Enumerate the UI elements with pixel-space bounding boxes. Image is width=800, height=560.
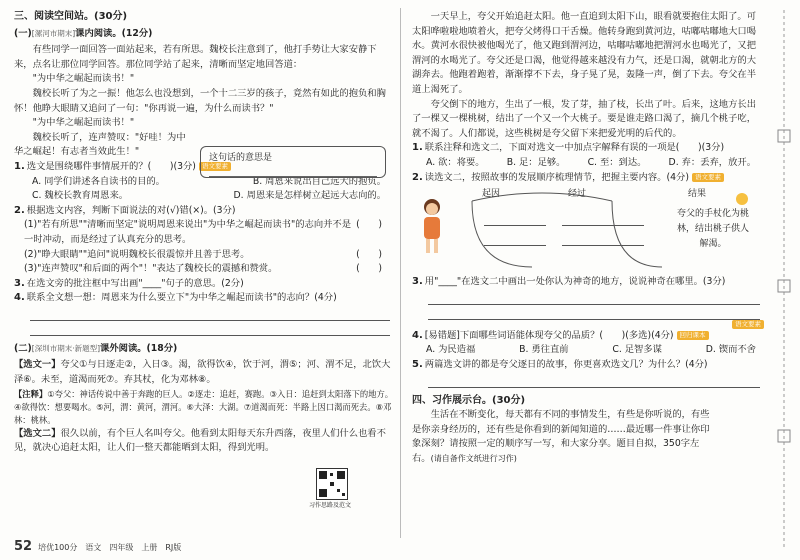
option-b[interactable]: B. 周恩来说出自己远大的抱负。 (252, 175, 386, 187)
answer-line[interactable] (428, 290, 760, 305)
flow-result: 结果 (688, 189, 707, 200)
q2: 2. 根据选文内容，判断下面说法的对(√)错(×)。(3分) (14, 204, 236, 216)
part2-heading: (二)[深圳市期末·新题型]课外阅读。(18分) (14, 342, 178, 354)
left-column (14, 10, 394, 456)
section3-title: 三、阅读空间站。(30分) (14, 11, 128, 22)
passage-p5: 魏校长听了，连声赞叹："好哇！为中华之崛起！有志者当效此生！" (14, 131, 186, 158)
passage-p3: 魏校长听了为之一振！他怎么也没想到，一个十二三岁的孩子，竟然有如此的抱负和胸怀！他睁大眼睛又追问了一句："你再说一遍，为什么而读书？" (14, 87, 386, 114)
annotation-box[interactable] (200, 146, 386, 178)
essay-prompt: 生活在不断变化，每天都有不同的事情发生，有些是你听说的，有些是你亲身经历的，还有些是你看到的新闻知道的……最近哪一件事让你印象深刻？请按照一定的顺序写一写，和大家分享。题目自拟，350字左右。(请自备作文纸进行习作) (412, 409, 710, 464)
option-d[interactable]: D. 弃：丢弃，放开。 (668, 156, 756, 168)
annotation-line[interactable] (209, 165, 377, 177)
notes: 【注释】①夸父：神话传说中善于奔跑的巨人。②逐走：追赶，赛跑。③入日：追赶到太阳落下的地方。④欲得饮：想要喝水。⑤河，渭：黄河，渭河。⑥大泽：大湖。⑦道渴而死：半路上因口渴而死去。⑧邓林：桃林。 (14, 388, 394, 425)
q2-item1: (1)"若有所思""清晰而坚定"说明周恩来说出"为中华之崛起而读书"的志向并不是一时冲动，而是经过了认真充分的思考。 ( ) (14, 218, 394, 247)
judge-paren-2[interactable]: ( ) (356, 248, 382, 260)
judge-paren-3[interactable]: ( ) (356, 263, 382, 275)
answer-line[interactable] (428, 373, 760, 388)
option-c[interactable]: C. 魏校长教育周恩来。 (32, 190, 129, 202)
qr-label: 习作思路及范文 (308, 502, 351, 509)
page-footer (14, 539, 181, 554)
flow-result-text: 夸父的手杖化为桃林，结出桃子供人解渴。 (676, 209, 749, 250)
q3: 3. 在选文旁的批注框中写出画"____"句子的意思。(2分) (14, 277, 244, 289)
section4-title: 四、习作展示台。(30分) (412, 394, 526, 406)
answer-line[interactable] (484, 225, 546, 226)
option-c[interactable]: C. 至：到达。 (587, 156, 647, 168)
passage-p4: "为中华之崛起而读书！" (32, 117, 135, 129)
right-column: 一天早上，夸父开始追赶太阳。他一直追到太阳下山，眼看就要抱住太阳了。可太阳哗啦啦地喷着火，把夸父烤得口干舌燥。他转身跑到黄河边，咕嘟咕嘟地大口喝水。黄河水很快被他喝光了，他又跑到渭河边，咕嘟咕嘟地把渭河水也喝光了，又把渭河的水喝光了。夸父还是口渴，他觉得越来越没有力气，还是口渴，就朝北方的大湖奔去。他跑着跑着，渐渐撑不下去，身子晃了晃，轰隆一声，倒了下去。夸父在半道上渴死了。 夸父倒下的地方，生出了一根，发了芽，抽了枝，长出了叶。后来，这地方长出了一棵又一棵桃树，结出了一个又一个大桃子。要是谁走路口渴了，摘几个桃子吃，就不渴了。人们都说，这些桃树是夸父留下来把爱光明的后代的。 1. 联系注释和选文二，下面对选文一中加点字解释有误的一项是( )(3分) A. 欲：将要。 B. 足：足够。 C. 至：到达。 D. 弃：丢弃，放开。 2. 读选文二，按照故事的发展顺序梳理情节，把握主要内容。(4分) 语文要素 起因 经过 结果 夸父的手杖化为桃林，结出桃子供人解渴。 3. 用"____"在选文二中画出一处你认为神奇的地方，说说神奇在哪里。(3分) 语文要素 4. [易错题]下面哪些词语能体现夸父的品质？( )(多选)(4分) 回归课本 A. 为民造福 B. 勇往直前 C. 足智多谋 D. 锲而不舍 5. 两篇选文讲的都是夸父逐日的故事，你更喜欢选文几？为什么？(4分) 四、习作展示台。(30分) 生活在不断变化，每天都有不同的事情发生，有些是你听说的，有些是你亲身经历的，还有些是你看到的新闻知道的……最近哪一件事让你印象深刻？请按照一定的顺序写一写，和大家分享。题目自拟，350字左右。(请自备作文纸进行习作) (412, 10, 764, 466)
flow-cause: 起因 (482, 189, 501, 200)
plot-flow-diagram (412, 187, 764, 273)
r-q5: 5. 两篇选文讲的都是夸父逐日的故事，你更喜欢选文几？为什么？(4分) (412, 358, 708, 370)
r-q2: 2. 读选文二，按照故事的发展顺序梳理情节，把握主要内容。(4分) 语文要素 (412, 171, 764, 186)
judge-paren-1[interactable]: ( ) (356, 219, 382, 231)
sun-icon (736, 193, 748, 205)
answer-line[interactable] (562, 245, 644, 246)
passage-p1: 有些同学一面回答一面站起来，若有所思。魏校长注意到了，他打手势让大家安静下来，点名让那位同学回答。那位同学站了起来，清晰而坚定地回答道： (14, 44, 377, 70)
answer-line[interactable] (484, 245, 546, 246)
r-q1-options[interactable] (412, 156, 764, 171)
q1: 1. 选文是围绕哪件事情展开的？( )(3分) 语文要素 (14, 160, 394, 175)
option-a[interactable]: A. 欲：将要。 (426, 156, 485, 168)
text1: 【选文一】夸父①与日逐走②，入日③。渴，欲得饮④，饮于河，渭⑤；河、渭不足，北饮大泽⑥。未至，道渴而死⑦。弃其杖，化为邓林⑧。 (14, 359, 391, 386)
page-number: 52 (14, 539, 33, 554)
answer-line[interactable] (30, 321, 390, 336)
girl-illustration-icon (414, 197, 450, 257)
answer-line[interactable] (428, 305, 760, 320)
option-d[interactable]: D. 周恩来是怎样树立起远大志向的。 (233, 190, 386, 202)
q1-options-row2[interactable] (14, 189, 394, 204)
option-c[interactable]: C. 足智多谋 (612, 344, 662, 356)
annotation-prompt: 这句话的意思是 (209, 153, 273, 163)
option-b[interactable]: B. 足：足够。 (506, 156, 566, 168)
text2: 【选文二】很久以前，有个巨人名叫夸父。他看到太阳每天东升西落，夜里人们什么也看不见，就决心追赶太阳，让人们一整天都能晒到太阳，得到光明。 (14, 427, 386, 454)
binding-margin (772, 10, 796, 550)
answer-line[interactable] (30, 306, 390, 321)
option-a[interactable]: A. 为民造福 (426, 344, 476, 356)
r-q4-options[interactable] (412, 343, 764, 358)
qr-code-icon[interactable] (316, 468, 348, 500)
option-d[interactable]: D. 锲而不舍 (705, 344, 756, 356)
passage-p2: "为中华之崛起而读书！" (32, 73, 135, 85)
q4: 4. 联系全文想一想：周恩来为什么要立下"为中华之崛起而读书"的志向？(4分) (14, 292, 337, 304)
q2-item3: (3)"连声赞叹"和后面的两个"！"表达了魏校长的震撼和赞赏。 ( ) (14, 262, 394, 277)
option-b[interactable]: B. 勇往直前 (519, 344, 569, 356)
option-a[interactable]: A. 同学们讲述各自读书的目的。 (32, 175, 165, 187)
r-q3: 3. 用"____"在选文二中画出一处你认为神奇的地方，说说神奇在哪里。(3分) (412, 276, 726, 288)
r-q4: 4. [易错题]下面哪些词语能体现夸父的品质？( )(多选)(4分) 回归课本 (412, 329, 764, 344)
right-p1: 一天早上，夸父开始追赶太阳。他一直追到太阳下山，眼看就要抱住太阳了。可太阳哗啦啦地喷着火，把夸父烤得口干舌燥。他转身跑到黄河边，咕嘟咕嘟地大口喝水。黄河水很快被他喝光了，他又跑到渭河边，咕嘟咕嘟地把渭河水也喝光了，又把渭河的水喝光了。夸父还是口渴，他觉得越来越没有力气，还是口渴，就朝北方的大湖奔去。他跑着跑着，渐渐撑不下去，身子晃了晃，轰隆一声，倒了下去。夸父在半道上渴死了。 (412, 11, 756, 95)
flow-process: 经过 (568, 189, 587, 200)
r-q1: 1. 联系注释和选文二，下面对选文一中加点字解释有误的一项是( )(3分) (412, 142, 725, 154)
right-p2: 夸父倒下的地方，生出了一根，发了芽，抽了枝，长出了叶。后来，这地方长出了一棵又一棵桃树，结出了一个又一个大桃子。要是谁走路口渴了，摘几个桃子吃，就不渴了。人们都说，这些桃树是夸父留下来把爱光明的后代的。 (412, 98, 756, 139)
column-divider (400, 8, 401, 538)
book-info: 培优100分 语文 四年级 上册 RJ版 (38, 543, 182, 552)
answer-line[interactable] (562, 225, 644, 226)
part1-heading: (一)[漯河市期末]课内阅读。(12分) (14, 27, 153, 39)
q2-item2: (2)"睁大眼睛""追问"说明魏校长很震惊并且善于思考。 ( ) (14, 248, 394, 263)
